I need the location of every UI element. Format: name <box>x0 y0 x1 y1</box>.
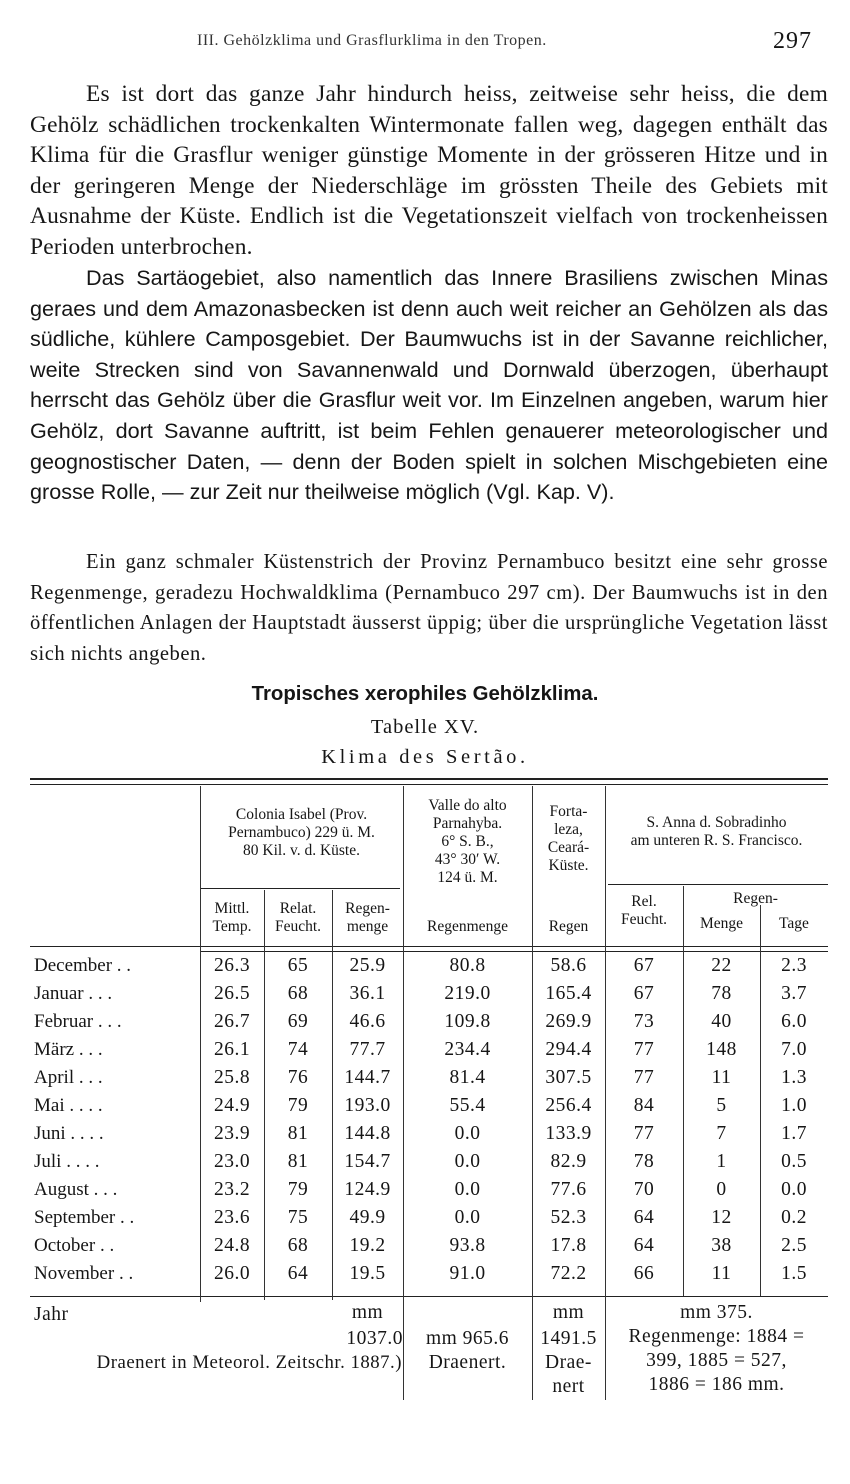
colonia-header-line: Colonia Isabel (Prov. <box>235 806 368 823</box>
feucht-value: 81 <box>287 1151 309 1172</box>
sub-header-line: Mittl. <box>214 900 250 917</box>
sub-header-line: Relat. <box>279 900 317 917</box>
month-label: December . . <box>34 955 132 976</box>
fortaleza-header-line: Ceará- <box>547 839 590 856</box>
paragraph-1: Es ist dort das ganze Jahr hindurch heiss, zeitweise sehr heiss, die dem Gehölz schädlichen trockenkalten Wintermonate fallen weg, dagegen enthält das Klima für die Grasflur weniger günstige Momente in der grösseren Hitze und in der geringeren Menge der Niederschläge im grössten Theile des Gebiets mit Ausnahme der Küste. Endlich ist die Vegetationszeit vielfach von trockenheissen Perioden unterbrochen. <box>30 81 828 260</box>
month-label: September . . <box>34 1207 135 1228</box>
colonia-header-line: 80 Kil. v. d. Küste. <box>243 842 360 859</box>
anna-footer-line-3: 399, 1885 = 527, <box>646 1350 787 1371</box>
header-bottom-rule-thin <box>200 951 828 952</box>
sub-header-line: Feucht. <box>274 918 322 935</box>
jahr-label: Jahr <box>34 1304 69 1325</box>
valle-header-line: Parnahyba. <box>432 815 503 832</box>
anna-menge-value: 1 <box>716 1151 727 1172</box>
anna-menge-value: 12 <box>711 1207 732 1228</box>
anna-header <box>605 814 828 850</box>
anna-tage-value: 0.2 <box>781 1207 807 1228</box>
forta-value: 77.6 <box>550 1179 587 1200</box>
colonia-group-rule <box>200 888 400 889</box>
regen-value: 36.1 <box>349 983 386 1004</box>
anna-tage-value: 1.7 <box>781 1123 807 1144</box>
forta-value: 269.9 <box>545 1011 592 1032</box>
table-title: Tropisches xerophiles Gehölzklima. <box>251 683 599 705</box>
temp-value: 23.0 <box>213 1151 251 1172</box>
sub-header-line: Feucht. <box>620 911 668 928</box>
mittl-temp-header <box>200 900 264 936</box>
temp-value: 26.5 <box>213 983 251 1004</box>
regen-value: 19.2 <box>349 1235 386 1256</box>
forta-value: 58.6 <box>550 955 587 976</box>
anna-menge-value: 11 <box>711 1263 732 1284</box>
temp-value: 26.0 <box>213 1263 251 1284</box>
feucht-value: 68 <box>287 983 309 1004</box>
feucht-value: 64 <box>287 1263 309 1284</box>
anna-feucht-value: 77 <box>633 1067 655 1088</box>
valle-header <box>403 797 532 887</box>
anna-menge-value: 7 <box>716 1123 727 1144</box>
anna-tage-value: 6.0 <box>781 1011 807 1032</box>
anna-footer-line-1: mm 375. <box>680 1302 753 1323</box>
anna-menge-value: 0 <box>716 1179 727 1200</box>
forta-value: 133.9 <box>545 1123 592 1144</box>
valle-header-line: 124 ü. M. <box>437 869 498 886</box>
colonia-header-line: Pernambuco) 229 ü. M. <box>228 824 375 841</box>
feucht-value: 69 <box>287 1011 309 1032</box>
valle-value: 93.8 <box>449 1235 486 1256</box>
feucht-value: 81 <box>287 1123 309 1144</box>
anna-regen-header: Regen- <box>733 890 778 907</box>
anna-feucht-value: 78 <box>633 1151 655 1172</box>
regen-value: 19.5 <box>349 1263 386 1284</box>
table-top-rule-thin <box>30 784 828 785</box>
valle-value: 0.0 <box>454 1207 481 1228</box>
sub-header-line: Rel. <box>631 893 657 910</box>
colonia-header <box>200 806 403 860</box>
forta-value: 52.3 <box>550 1207 587 1228</box>
regen-value: 25.9 <box>349 955 386 976</box>
valle-value: 55.4 <box>449 1095 486 1116</box>
month-label: Juli . . . . <box>34 1151 100 1172</box>
regen-value: 49.9 <box>349 1207 386 1228</box>
anna-feucht-value: 64 <box>633 1207 655 1228</box>
tage-header: Tage <box>779 915 809 932</box>
colonia-unit: mm <box>351 1302 384 1323</box>
valle-value: 0.0 <box>454 1123 481 1144</box>
fortaleza-header-line: Küste. <box>548 857 589 874</box>
sub-header-line: Temp. <box>212 918 252 935</box>
menge-header: Menge <box>699 915 744 932</box>
temp-value: 26.3 <box>213 955 251 976</box>
month-label: März . . . <box>34 1039 103 1060</box>
anna-tage-value: 2.3 <box>781 955 807 976</box>
valle-total: mm 965.6 <box>425 1328 510 1349</box>
forta-value: 165.4 <box>545 983 592 1004</box>
temp-value: 24.9 <box>213 1095 251 1116</box>
anna-feucht-value: 77 <box>633 1123 655 1144</box>
anna-footer-line-4: 1886 = 186 mm. <box>648 1374 785 1395</box>
regen-value: 124.9 <box>344 1179 391 1200</box>
anna-tage-value: 0.0 <box>781 1179 807 1200</box>
anna-tage-value: 2.5 <box>781 1235 807 1256</box>
valle-value: 80.8 <box>449 955 486 976</box>
body-text-3 <box>30 547 828 669</box>
anna-group-rule <box>608 884 828 885</box>
fortaleza-source-2: nert <box>552 1376 585 1397</box>
anna-feucht-value: 64 <box>633 1235 655 1256</box>
fortaleza-source-1: Drae- <box>545 1352 592 1373</box>
regen-menge-header <box>332 900 403 936</box>
temp-value: 26.7 <box>213 1011 251 1032</box>
anna-tage-value: 1.5 <box>781 1263 807 1284</box>
month-label: Juni . . . . <box>34 1123 104 1144</box>
anna-tage-value: 7.0 <box>781 1039 807 1060</box>
valle-source: Draenert. <box>428 1352 507 1373</box>
anna-menge-value: 40 <box>711 1011 732 1032</box>
temp-value: 23.2 <box>213 1179 251 1200</box>
valle-value: 109.8 <box>444 1011 491 1032</box>
month-label: Januar . . . <box>34 983 113 1004</box>
feucht-value: 79 <box>287 1095 309 1116</box>
temp-value: 26.1 <box>213 1039 251 1060</box>
page-header <box>0 28 850 60</box>
anna-footer-line-2: Regenmenge: 1884 = <box>628 1326 805 1347</box>
colonia-source: Draenert in Meteorol. Zeitschr. 1887.) <box>96 1352 402 1373</box>
anna-tage-value: 1.0 <box>781 1095 807 1116</box>
valle-value: 0.0 <box>454 1151 481 1172</box>
paragraph-3: Ein ganz schmaler Küstenstrich der Provinz Pernambuco besitzt eine sehr grosse Regenmenge, geradezu Hochwaldklima (Pernambuco 297 cm). Der Baumwuchs ist in den öffentlichen Anlagen der Hauptstadt äusserst üppig; über die ursprüngliche Vegetation lässt sich nichts angeben. <box>30 551 828 665</box>
regen-value: 77.7 <box>349 1039 386 1060</box>
feucht-value: 75 <box>287 1207 309 1228</box>
month-label: Februar . . . <box>34 1011 122 1032</box>
table-number: Tabelle XV. <box>370 716 480 738</box>
feucht-value: 74 <box>287 1039 309 1060</box>
anna-tage-value: 0.5 <box>781 1151 807 1172</box>
valle-header-line: 43° 30′ W. <box>434 851 501 868</box>
feucht-value: 68 <box>287 1235 309 1256</box>
valle-header-line: 6° S. B., <box>441 833 494 850</box>
fortaleza-header-line: Forta- <box>549 803 588 820</box>
anna-tage-value: 1.3 <box>781 1067 807 1088</box>
fortaleza-total: 1491.5 <box>540 1328 597 1349</box>
forta-value: 294.4 <box>545 1039 592 1060</box>
anna-feucht-value: 84 <box>633 1095 655 1116</box>
feucht-value: 79 <box>287 1179 309 1200</box>
body-text <box>30 79 828 263</box>
month-label: October . . <box>34 1235 115 1256</box>
anna-header-line: S. Anna d. Sobradinho <box>646 814 787 831</box>
valle-value: 219.0 <box>444 983 491 1004</box>
regen-value: 193.0 <box>344 1095 391 1116</box>
anna-feucht-value: 70 <box>633 1179 655 1200</box>
forta-value: 17.8 <box>550 1235 587 1256</box>
forta-value: 256.4 <box>545 1095 592 1116</box>
table-caption: Klima des Sertão. <box>321 746 529 768</box>
valle-value: 0.0 <box>454 1179 481 1200</box>
month-label: August . . . <box>34 1179 118 1200</box>
regen-value: 144.8 <box>344 1123 391 1144</box>
anna-menge-value: 22 <box>711 955 732 976</box>
temp-value: 23.9 <box>213 1123 251 1144</box>
anna-menge-value: 148 <box>706 1039 737 1060</box>
anna-feucht-value: 77 <box>633 1039 655 1060</box>
header-bottom-rule <box>30 946 828 947</box>
forta-value: 82.9 <box>550 1151 587 1172</box>
fortaleza-header <box>532 803 605 875</box>
valle-value: 81.4 <box>449 1067 486 1088</box>
fortaleza-header-line: leza, <box>554 821 583 838</box>
anna-feucht-value: 73 <box>633 1011 655 1032</box>
anna-menge-value: 5 <box>716 1095 727 1116</box>
sub-header-line: menge <box>346 918 389 935</box>
fortaleza-regen-header: Regen <box>548 918 589 935</box>
anna-menge-value: 38 <box>711 1235 732 1256</box>
valle-value: 234.4 <box>444 1039 491 1060</box>
anna-feucht-value: 66 <box>633 1263 655 1284</box>
running-head: III. Gehölzklima und Grasflurklima in den Tropen. <box>197 32 547 49</box>
forta-value: 72.2 <box>550 1263 587 1284</box>
anna-header-line: am unteren R. S. Francisco. <box>630 832 803 849</box>
valle-value: 91.0 <box>449 1263 486 1284</box>
sub-header-line: Regen- <box>345 900 390 917</box>
anna-feucht-value: 67 <box>633 983 655 1004</box>
regen-value: 144.7 <box>344 1067 391 1088</box>
anna-feucht-value: 67 <box>633 955 655 976</box>
anna-menge-value: 11 <box>711 1067 732 1088</box>
anna-tage-value: 3.7 <box>781 983 807 1004</box>
table-top-rule <box>30 778 828 780</box>
rel-feucht-header <box>605 893 683 929</box>
body-bottom-rule <box>30 1296 828 1297</box>
regen-value: 46.6 <box>349 1011 386 1032</box>
month-label: November . . <box>34 1263 134 1284</box>
anna-menge-value: 78 <box>711 983 732 1004</box>
month-label: Mai . . . . <box>34 1095 103 1116</box>
fortaleza-unit: mm <box>552 1302 585 1323</box>
paragraph-2: Das Sartäogebiet, also namentlich das Innere Brasiliens zwischen Minas geraes und dem Amazonasbecken ist denn auch weit reicher an Gehölzen als das südliche, kühlere Camposgebiet. Der Baumwuchs ist in der Savanne reichlicher, weite Strecken sind von Savannenwald und Dornwald überzogen, überhaupt herrscht das Gehölz über die Grasflur weit vor. Im Einzelnen angeben, warum hier Gehölz, dort Savanne auftritt, ist beim Fehlen genauerer meteorologischer und geognostischer Daten, — denn der Boden spielt in solchen Mischgebieten eine grosse Rolle, — zur Zeit nur theilweise möglich (Vgl. Kap. V). <box>30 265 828 505</box>
page-number: 297 <box>773 28 812 54</box>
regen-value: 154.7 <box>344 1151 391 1172</box>
temp-value: 23.6 <box>213 1207 251 1228</box>
forta-value: 307.5 <box>545 1067 592 1088</box>
temp-value: 24.8 <box>213 1235 251 1256</box>
month-label: April . . . <box>34 1067 103 1088</box>
relat-feucht-header <box>264 900 332 936</box>
feucht-value: 65 <box>287 955 309 976</box>
colonia-total: 1037.0 <box>346 1328 403 1349</box>
temp-value: 25.8 <box>213 1067 251 1088</box>
valle-regenmenge-header: Regenmenge <box>427 918 508 935</box>
feucht-value: 76 <box>287 1067 309 1088</box>
body-text-2 <box>30 263 828 508</box>
valle-header-line: Valle do alto <box>428 797 507 814</box>
